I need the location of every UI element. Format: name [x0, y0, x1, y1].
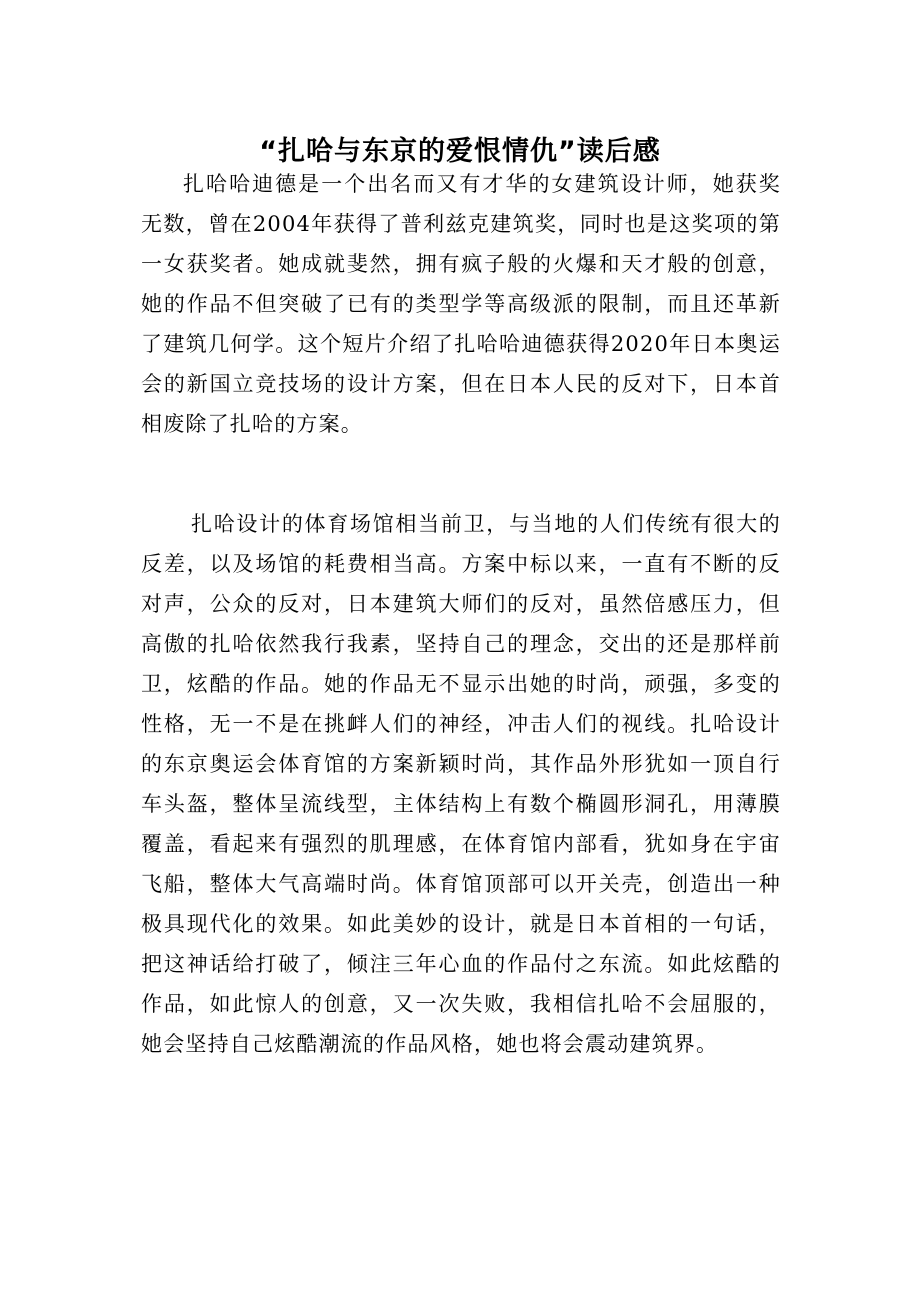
paragraph-1: 扎哈哈迪德是一个出名而又有才华的女建筑设计师，她获奖无数，曾在2004年获得了普利兹克建筑奖，同时也是这奖项的第一女获奖者。她成就斐然，拥有疯子般的火爆和天才般的创意，她的作品不但突破了已有的类型学等高级派的限制，而且还革新了建筑几何学。这个短片介绍了扎哈哈迪德获得2020年日本奥运会的新国立竞技场的设计方案，但在日本人民的反对下，日本首相废除了扎哈的方案。: [141, 172, 781, 436]
document-title: “扎哈与东京的爱恨情仇”读后感: [259, 136, 661, 168]
paragraph-2: 扎哈设计的体育场馆相当前卫，与当地的人们传统有很大的反差，以及场馆的耗费相当高。方案中标以来，一直有不断的反对声，公众的反对，日本建筑大师们的反对，虽然倍感压力，但高傲的扎哈依然我行我素，坚持自己的理念，交出的还是那样前卫，炫酷的作品。她的作品无不显示出她的时尚，顽强，多变的性格，无一不是在挑衅人们的神经，冲击人们的视线。扎哈设计的东京奥运会体育馆的方案新颖时尚，其作品外形犹如一顶自行车头盔，整体呈流线型，主体结构上有数个椭圆形洞孔，用薄膜覆盖，看起来有强烈的肌理感，在体育馆内部看，犹如身在宇宙飞船，整体大气高端时尚。体育馆顶部可以开关壳，创造出一种极具现代化的效果。如此美妙的设计，就是日本首相的一句话，把这神话给打破了，倾注三年心血的作品付之东流。如此炫酷的作品，如此惊人的创意，又一次失败，我相信扎哈不会屈服的，她会坚持自己炫酷潮流的作品风格，她也将会震动建筑界。: [141, 512, 781, 1056]
